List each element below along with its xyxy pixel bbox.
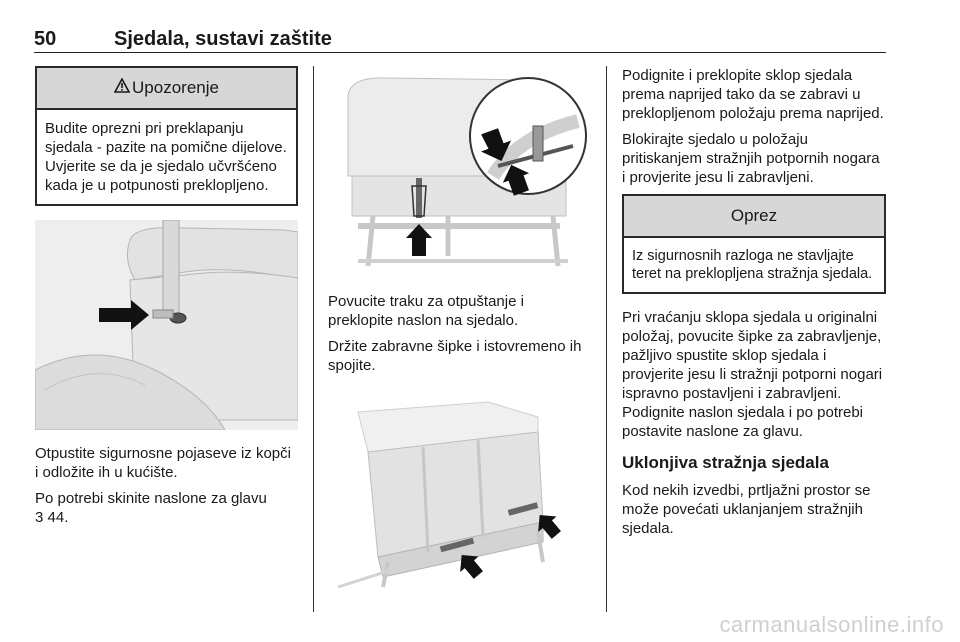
column-2 bbox=[328, 66, 590, 594]
paragraph: Povucite traku za otpuštanje i preklopite naslon na sjedalo. bbox=[328, 293, 524, 329]
paragraph: Kod nekih izvedbi, prtljažni prostor se može povećati uklanjanjem stražnjih sjedala. bbox=[622, 482, 871, 537]
section-title: Sjedala, sustavi zaštite bbox=[114, 28, 332, 50]
caution-box-header bbox=[624, 196, 884, 238]
column-divider bbox=[313, 66, 314, 612]
page-reference-link[interactable]: 44. bbox=[47, 509, 69, 526]
page-number: 50 bbox=[34, 28, 57, 50]
warning-triangle-icon bbox=[114, 78, 130, 98]
caution-box bbox=[622, 194, 886, 294]
warning-box bbox=[35, 66, 298, 206]
caution-text: Iz sigurnosnih razloga ne stavljajte teret na preklopljena stražnja sjedala. bbox=[632, 248, 873, 282]
folded-seat-illustration bbox=[328, 382, 590, 594]
column-3 bbox=[622, 66, 886, 545]
paragraph: Podignite i preklopite sklop sjedala prema naprijed tako da se zabravi u preklopljenom položaju prema naprijed. bbox=[622, 67, 884, 122]
subheading: Uklonjiva stražnja sjedala bbox=[622, 453, 829, 472]
paragraph: Držite zabravne šipke i istovremeno ih spojite. bbox=[328, 338, 582, 374]
paragraph: Otpustite sigurnosne pojaseve iz kopči i odložite ih u kućište. bbox=[35, 445, 291, 481]
page-reference-arrow: 3 bbox=[35, 509, 44, 526]
page-header bbox=[34, 26, 886, 53]
seat-release-illustration bbox=[328, 66, 590, 276]
warning-text: Budite oprezni pri preklapanju sjedala - pazite na pomične dijelove. Uvjerite se da je sjedalo učvršćeno kada je u potpunosti preklopljeno. bbox=[45, 120, 287, 194]
paragraph: Pri vraćanju sklopa sjedala u originalni položaj, povucite šipke za zabravljenje, pažljivo spustite sklop sjedala i provjerite jesu li stražnji potporni nogari ispravno postavljeni i zabravljeni. Podignite naslon sjedala i po potrebi postavite naslone za glavu. bbox=[622, 309, 883, 440]
paragraph: Blokirajte sjedalo u položaju pritiskanjem stražnjih potpornih nogara i provjerite jesu li zabravljeni. bbox=[622, 131, 880, 186]
caution-title: Oprez bbox=[730, 206, 778, 225]
column-1 bbox=[35, 66, 298, 534]
seatbelt-illustration bbox=[35, 220, 298, 430]
column-divider bbox=[606, 66, 607, 612]
warning-box-header bbox=[37, 68, 296, 110]
warning-title: Upozorenje bbox=[132, 78, 219, 97]
paragraph: Po potrebi skinite naslone za glavu 3 44. bbox=[35, 490, 267, 526]
watermark: carmanualsonline.info bbox=[719, 612, 944, 637]
